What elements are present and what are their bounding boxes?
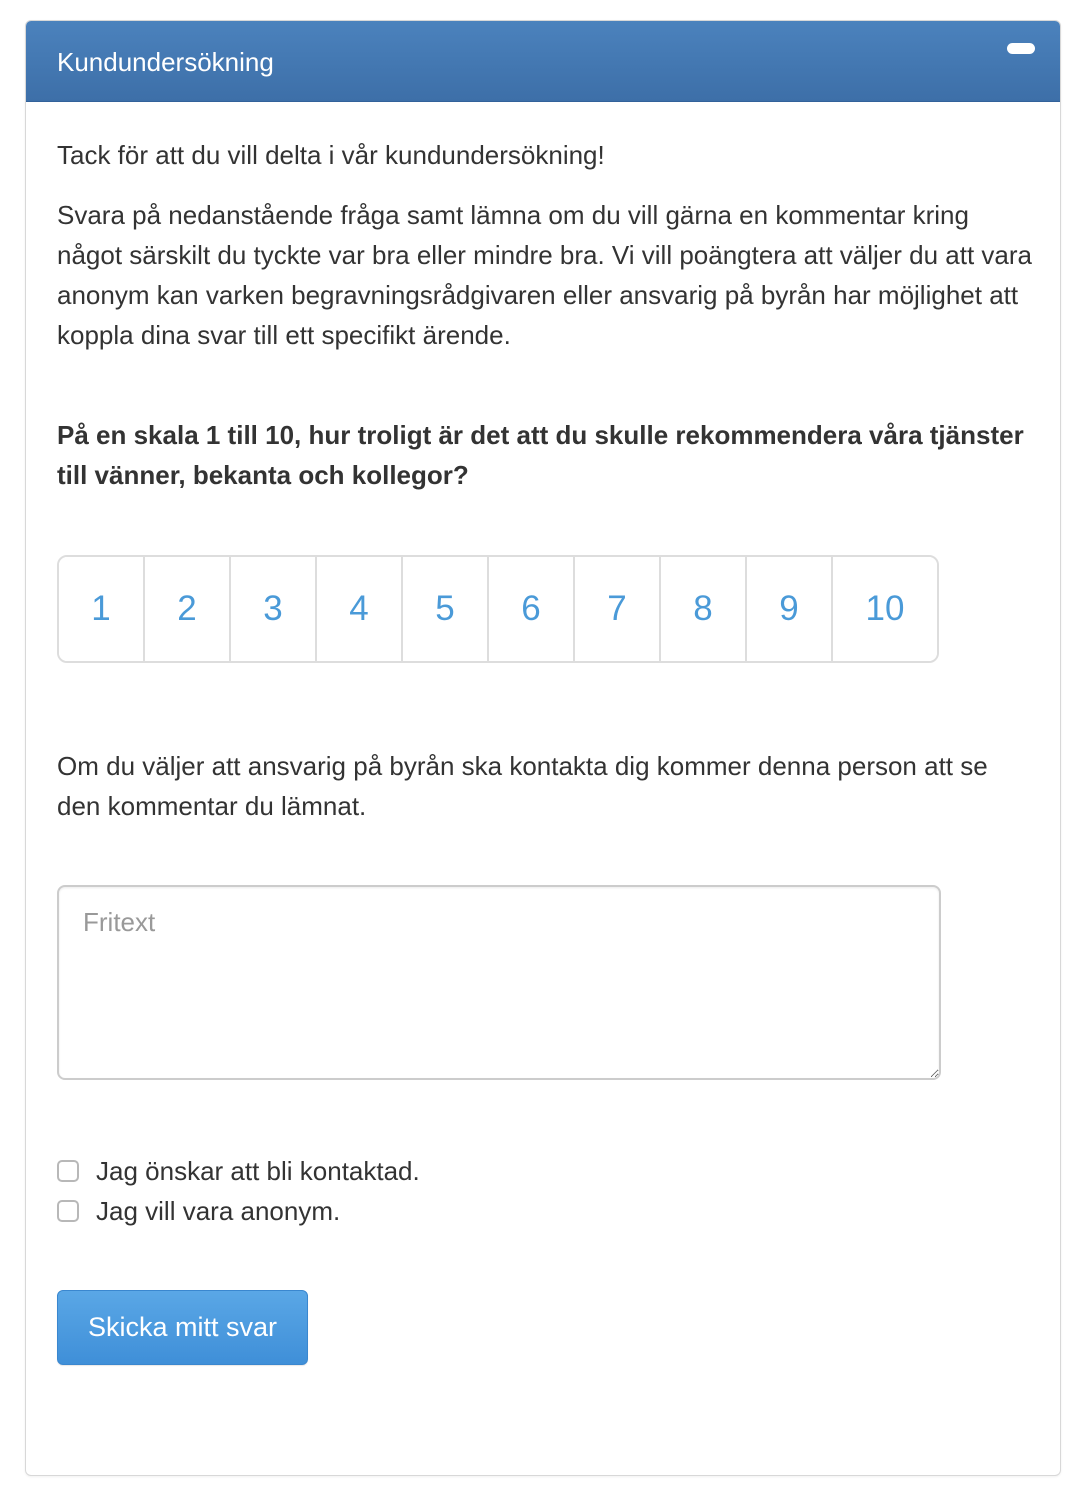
contact-checkbox[interactable] bbox=[57, 1160, 79, 1182]
rating-option-1[interactable]: 1 bbox=[59, 557, 145, 661]
collapse-icon[interactable] bbox=[1007, 43, 1035, 54]
submit-button[interactable]: Skicka mitt svar bbox=[57, 1290, 308, 1365]
question-text: På en skala 1 till 10, hur troligt är det att du skulle rekommendera våra tjänster till vänner, bekanta och kollegor? bbox=[57, 420, 1024, 490]
rating-option-10[interactable]: 10 bbox=[833, 557, 937, 661]
anonymous-option[interactable] bbox=[57, 1196, 340, 1226]
contact-note: Om du väljer att ansvarig på byrån ska kontakta dig kommer denna person att se den kommentar du lämnat. bbox=[57, 751, 988, 821]
rating-option-6[interactable]: 6 bbox=[489, 557, 575, 661]
comment-wrapper bbox=[57, 885, 941, 1080]
rating-scale bbox=[57, 555, 939, 663]
anonymous-checkbox-label[interactable]: Jag vill vara anonym. bbox=[96, 1196, 341, 1226]
anonymous-checkbox[interactable] bbox=[57, 1200, 79, 1222]
intro-instructions: Svara på nedanstående fråga samt lämna om du vill gärna en kommentar kring något särskilt du tyckte var bra eller mindre bra. Vi vill poängtera att väljer du att vara anonym kan varken begravningsrådgivaren eller ansvarig på byrån har möjlighet att koppla dina svar till ett specifikt ärende. bbox=[57, 200, 1032, 350]
rating-option-4[interactable]: 4 bbox=[317, 557, 403, 661]
panel-title: Kundundersökning bbox=[57, 47, 274, 77]
rating-option-7[interactable]: 7 bbox=[575, 557, 661, 661]
contact-option[interactable] bbox=[57, 1156, 420, 1186]
rating-option-2[interactable]: 2 bbox=[145, 557, 231, 661]
contact-checkbox-label[interactable]: Jag önskar att bli kontaktad. bbox=[96, 1156, 420, 1186]
comment-textarea[interactable] bbox=[57, 885, 941, 1080]
rating-option-3[interactable]: 3 bbox=[231, 557, 317, 661]
intro-thanks: Tack för att du vill delta i vår kundundersökning! bbox=[57, 140, 605, 170]
survey-panel bbox=[25, 20, 1061, 1476]
rating-option-8[interactable]: 8 bbox=[661, 557, 747, 661]
panel-header bbox=[26, 21, 1060, 102]
rating-option-5[interactable]: 5 bbox=[403, 557, 489, 661]
rating-option-9[interactable]: 9 bbox=[747, 557, 833, 661]
